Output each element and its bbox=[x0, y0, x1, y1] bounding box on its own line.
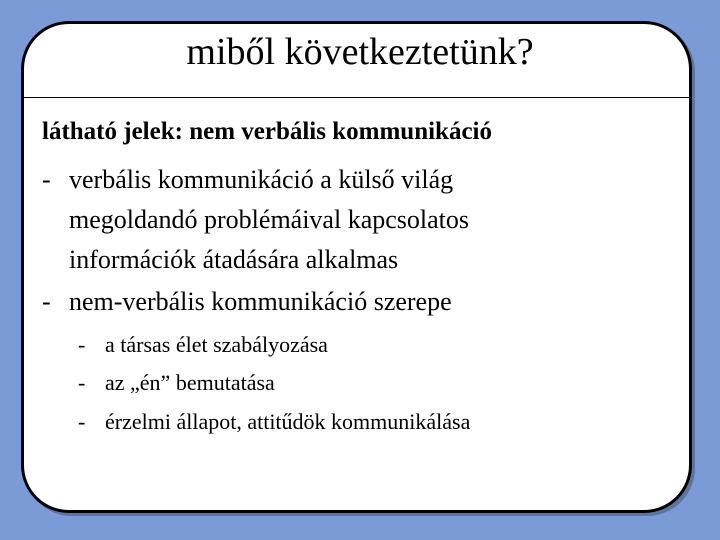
sub-bullet-text: érzelmi állapot, attitűdök kommunikálása bbox=[105, 409, 471, 434]
sub-bullet-marker: - bbox=[78, 332, 86, 357]
bullet-line: megoldandó problémáival kapcsolatos bbox=[69, 205, 470, 234]
bullet-text bbox=[69, 282, 452, 322]
sub-bullet-text: a társas élet szabályozása bbox=[105, 332, 328, 357]
slide-heading: látható jelek: nem verbális kommunikáció bbox=[42, 118, 492, 145]
bullet-text bbox=[69, 160, 469, 280]
bullet-marker: - bbox=[42, 287, 51, 316]
bullet-line: információk átadására alkalmas bbox=[69, 245, 399, 274]
slide-title: miből következtetünk? bbox=[186, 31, 534, 73]
bullet-line: nem-verbális kommunikáció szerepe bbox=[69, 287, 452, 316]
sub-bullet-marker: - bbox=[78, 370, 86, 395]
bullet-marker: - bbox=[42, 165, 51, 194]
bullet-line: verbális kommunikáció a külső világ bbox=[69, 165, 454, 194]
title-divider bbox=[24, 97, 690, 98]
sub-bullet-text: az „én” bemutatása bbox=[105, 370, 275, 395]
sub-bullet-marker: - bbox=[78, 409, 86, 434]
